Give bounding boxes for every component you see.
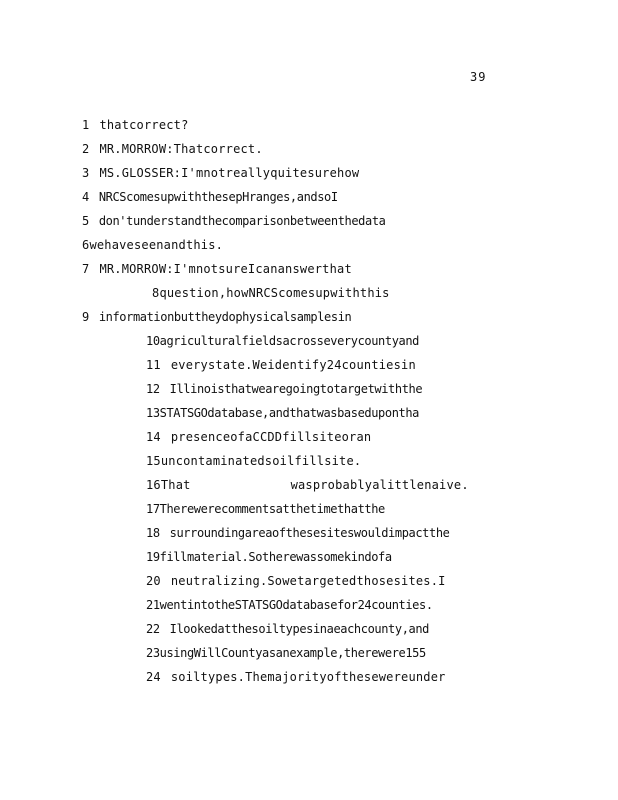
transcript-line-10: [146, 334, 419, 348]
line-number: 12: [146, 382, 160, 396]
line-text: MS.GLOSSER:I'mnotreallyquitesurehow: [99, 166, 360, 180]
line-number: 15: [146, 454, 161, 468]
transcript-line-9: [82, 310, 351, 324]
transcript-line-16: [146, 478, 469, 492]
line-text: thatcorrect?: [99, 118, 189, 132]
line-number: 24: [146, 670, 161, 684]
page-number: 39: [470, 70, 487, 84]
line-number: 3: [82, 166, 90, 180]
transcript-line-18: [146, 526, 449, 540]
transcript-line-6: [82, 238, 223, 252]
line-text: MR.MORROW:I'mnotsureIcananswerthat: [99, 262, 352, 276]
line-text: Therewerecommentsatthetimethatthe: [159, 502, 385, 516]
line-number: 11: [146, 358, 161, 372]
line-number: 23: [146, 646, 160, 660]
line-number: 14: [146, 430, 161, 444]
transcript-line-4: [82, 190, 338, 204]
line-text: Ilookedatthesoiltypesinaeachcounty,and: [169, 622, 429, 636]
line-number: 7: [82, 262, 90, 276]
line-number: 13: [146, 406, 160, 420]
line-number: 20: [146, 574, 161, 588]
line-text: neutralizing.Sowetargetedthosesites.I: [170, 574, 446, 588]
line-number: 17: [146, 502, 160, 516]
line-text: fillmaterial.Sotherewassomekindofa: [159, 550, 392, 564]
transcript-line-21: [146, 598, 433, 612]
transcript-line-2: [82, 142, 263, 156]
line-text: informationbuttheydophysicalsamplesin: [98, 310, 352, 324]
line-text: uncontaminatedsoilfillsite.: [160, 454, 362, 468]
transcript-line-3: [82, 166, 359, 180]
line-text: wehaveseenandthis.: [89, 238, 224, 252]
line-text: presenceofaCCDDfillsiteoran: [170, 430, 372, 444]
line-number: 16: [146, 478, 161, 492]
transcript-line-11: [146, 358, 416, 372]
line-number: 19: [146, 550, 160, 564]
line-text: don'tunderstandthecomparisonbetweenthedata: [98, 214, 386, 228]
line-number: 18: [146, 526, 160, 540]
line-text-a: That: [160, 478, 191, 492]
line-text: NRCScomesupwiththesepHranges,andsoI: [98, 190, 338, 204]
line-text: usingWillCountyasanexample,therewere155: [159, 646, 426, 660]
line-text: question,howNRCScomesupwiththis: [159, 286, 390, 300]
transcript-line-12: [146, 382, 422, 396]
transcript-line-17: [146, 502, 385, 516]
line-number: 10: [146, 334, 160, 348]
line-text: Illinoisthatwearegoingtotargetwiththe: [169, 382, 423, 396]
line-text: soiltypes.Themajorityofthesewereunder: [170, 670, 446, 684]
line-number: 6: [82, 238, 90, 252]
line-text: STATSGOdatabase,andthatwasbasedupontha: [159, 406, 419, 420]
line-text: MR.MORROW:Thatcorrect.: [99, 142, 263, 156]
transcript-line-1: [82, 118, 189, 132]
transcript-line-23: [146, 646, 426, 660]
transcript-line-13: [146, 406, 419, 420]
transcript-line-20: [146, 574, 446, 588]
line-number: 1: [82, 118, 90, 132]
line-number: 9: [82, 310, 89, 324]
transcript-line-24: [146, 670, 446, 684]
line-text-b: wasprobablyalittlenaive.: [290, 478, 469, 492]
line-number: 2: [82, 142, 90, 156]
transcript-line-8: [152, 286, 390, 300]
transcript-line-14: [146, 430, 371, 444]
line-text: agriculturalfieldsacrosseverycountyand: [159, 334, 419, 348]
line-number: 21: [146, 598, 160, 612]
line-text: wentintotheSTATSGOdatabasefor24counties.: [159, 598, 433, 612]
line-number: 5: [82, 214, 89, 228]
line-number: 22: [146, 622, 160, 636]
transcript-line-22: [146, 622, 429, 636]
line-text: everystate.Weidentify24countiesin: [170, 358, 416, 372]
transcript-line-15: [146, 454, 361, 468]
line-number: 4: [82, 190, 89, 204]
transcript-line-7: [82, 262, 352, 276]
line-text: surroundingareaofthesesiteswouldimpactthe: [169, 526, 450, 540]
line-number: 8: [152, 286, 160, 300]
transcript-line-19: [146, 550, 392, 564]
transcript-line-5: [82, 214, 385, 228]
